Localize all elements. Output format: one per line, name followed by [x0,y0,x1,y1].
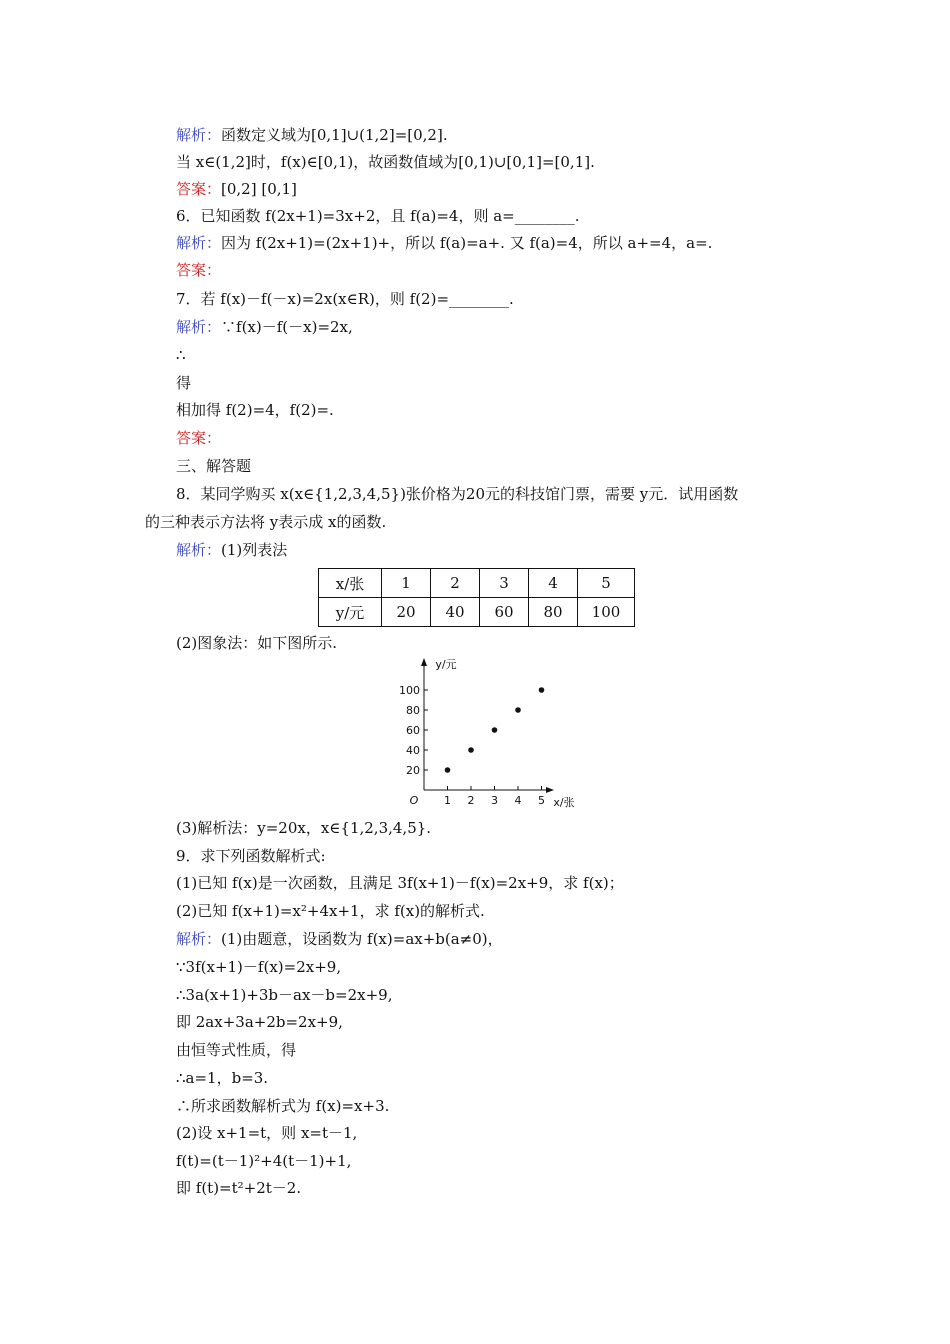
line-11: 相加得 f(2)=4，f(2)=. [176,401,334,419]
section-3-heading: 三、解答题 [176,457,252,475]
table-row [319,598,635,627]
table-cell: y/元 [319,598,382,627]
analysis-label: 解析： [176,234,222,252]
answer-label: 答案： [176,261,222,279]
data-point [445,767,451,773]
scatter-chart [380,656,600,812]
line-1 [176,126,448,144]
line-12 [176,429,221,447]
question-7: 7．若 f(x)－f(－x)=2x(x∈R)，则 f(2)=________. [176,290,514,308]
line-23: ∴3a(x+1)+3b－ax－b=2x+9, [176,986,393,1004]
line-15 [176,541,287,559]
line-17: (3)解析法：y=20x，x∈{1,2,3,4,5}. [176,819,432,837]
question-6: 6．已知函数 f(2x+1)=3x+2，且 f(a)=4，则 a=________. [176,207,580,225]
table-cell: 3 [480,569,529,598]
x-tick-label: 3 [491,794,498,807]
x-tick-label: 5 [538,794,545,807]
table-cell: 1 [382,569,431,598]
line-22: ∵3f(x+1)－f(x)=2x+9, [176,958,342,976]
answer-label: 答案： [176,180,222,198]
answer-text: [0,2] [0,1] [221,180,297,198]
analysis-label: 解析： [176,318,222,336]
table-row [319,569,635,598]
analysis-text: 因为 f(2x+1)=(2x+1)+，所以 f(a)=a+. 又 f(a)=4，所以 a+=4，a=. [221,234,713,252]
table-cell: 2 [431,569,480,598]
line-26: ∴a=1，b=3. [176,1069,269,1087]
value-table [318,568,635,627]
x-tick-label: 1 [444,794,451,807]
x-axis-arrow [546,787,554,793]
line-2: 当 x∈(1,2]时，f(x)∈[0,1)，故函数值域为[0,1)∪[0,1]=[0,1]. [176,153,595,171]
analysis-text: 函数定义域为[0,1]∪(1,2]=[0,2]. [221,126,448,144]
line-5 [176,234,712,252]
y-tick-label: 20 [406,764,420,777]
y-tick-label: 80 [406,704,420,717]
y-tick-label: 40 [406,744,420,757]
x-tick-label: 2 [467,794,475,807]
table-cell: 4 [529,569,578,598]
data-point [468,747,474,753]
line-27: ∴所求函数解析式为 f(x)=x+3. [176,1097,390,1115]
data-point [539,687,545,693]
line-21 [176,930,503,948]
analysis-text: ∵f(x)－f(－x)=2x, [221,318,353,336]
table-cell: 40 [431,598,480,627]
line-16: (2)图象法：如下图所示. [176,634,338,652]
y-tick-label: 60 [406,724,420,737]
analysis-label: 解析： [176,126,222,144]
line-24: 即 2ax+3a+2b=2x+9, [176,1013,343,1031]
line-6 [176,261,221,279]
data-point [492,727,498,733]
origin-label: O [409,794,419,807]
question-9: 9．求下列函数解析式: [176,847,326,865]
y-tick-label: 100 [399,684,420,697]
x-tick-label: 4 [514,794,522,807]
analysis-label: 解析： [176,930,222,948]
line-30: 即 f(t)=t²+2t－2. [176,1179,302,1197]
line-28: (2)设 x+1=t，则 x=t－1, [176,1124,358,1142]
analysis-text: (1)列表法 [221,541,288,559]
data-point [515,707,521,713]
question-9-part-1: (1)已知 f(x)是一次函数，且满足 3f(x+1)－f(x)=2x+9，求 f(x)； [176,874,624,892]
line-3 [176,180,297,198]
table-cell: 20 [382,598,431,627]
answer-label: 答案： [176,429,222,447]
table-cell: 80 [529,598,578,627]
analysis-text: (1)由题意，设函数为 f(x)=ax+b(a≠0)， [221,930,503,948]
analysis-label: 解析： [176,541,222,559]
x-axis-label: x/张 [553,796,575,809]
line-10: 得 [176,374,192,392]
line-29: f(t)=(t－1)²+4(t－1)+1, [176,1152,352,1170]
line-9: ∴ [176,346,186,364]
question-8-line-1: 8．某同学购买 x(x∈{1,2,3,4,5})张价格为20元的科技馆门票，需要 y元．试用函数 [176,485,739,503]
table-cell: x/张 [319,569,382,598]
question-8-line-2: 的三种表示方法将 y表示成 x的函数. [145,513,387,531]
line-25: 由恒等式性质，得 [176,1041,297,1059]
table-cell: 60 [480,598,529,627]
line-8 [176,318,353,336]
y-axis-label: y/元 [435,658,457,671]
table-cell: 5 [578,569,635,598]
y-axis-arrow [421,658,427,666]
table-cell: 100 [578,598,635,627]
question-9-part-2: (2)已知 f(x+1)=x²+4x+1，求 f(x)的解析式. [176,902,485,920]
